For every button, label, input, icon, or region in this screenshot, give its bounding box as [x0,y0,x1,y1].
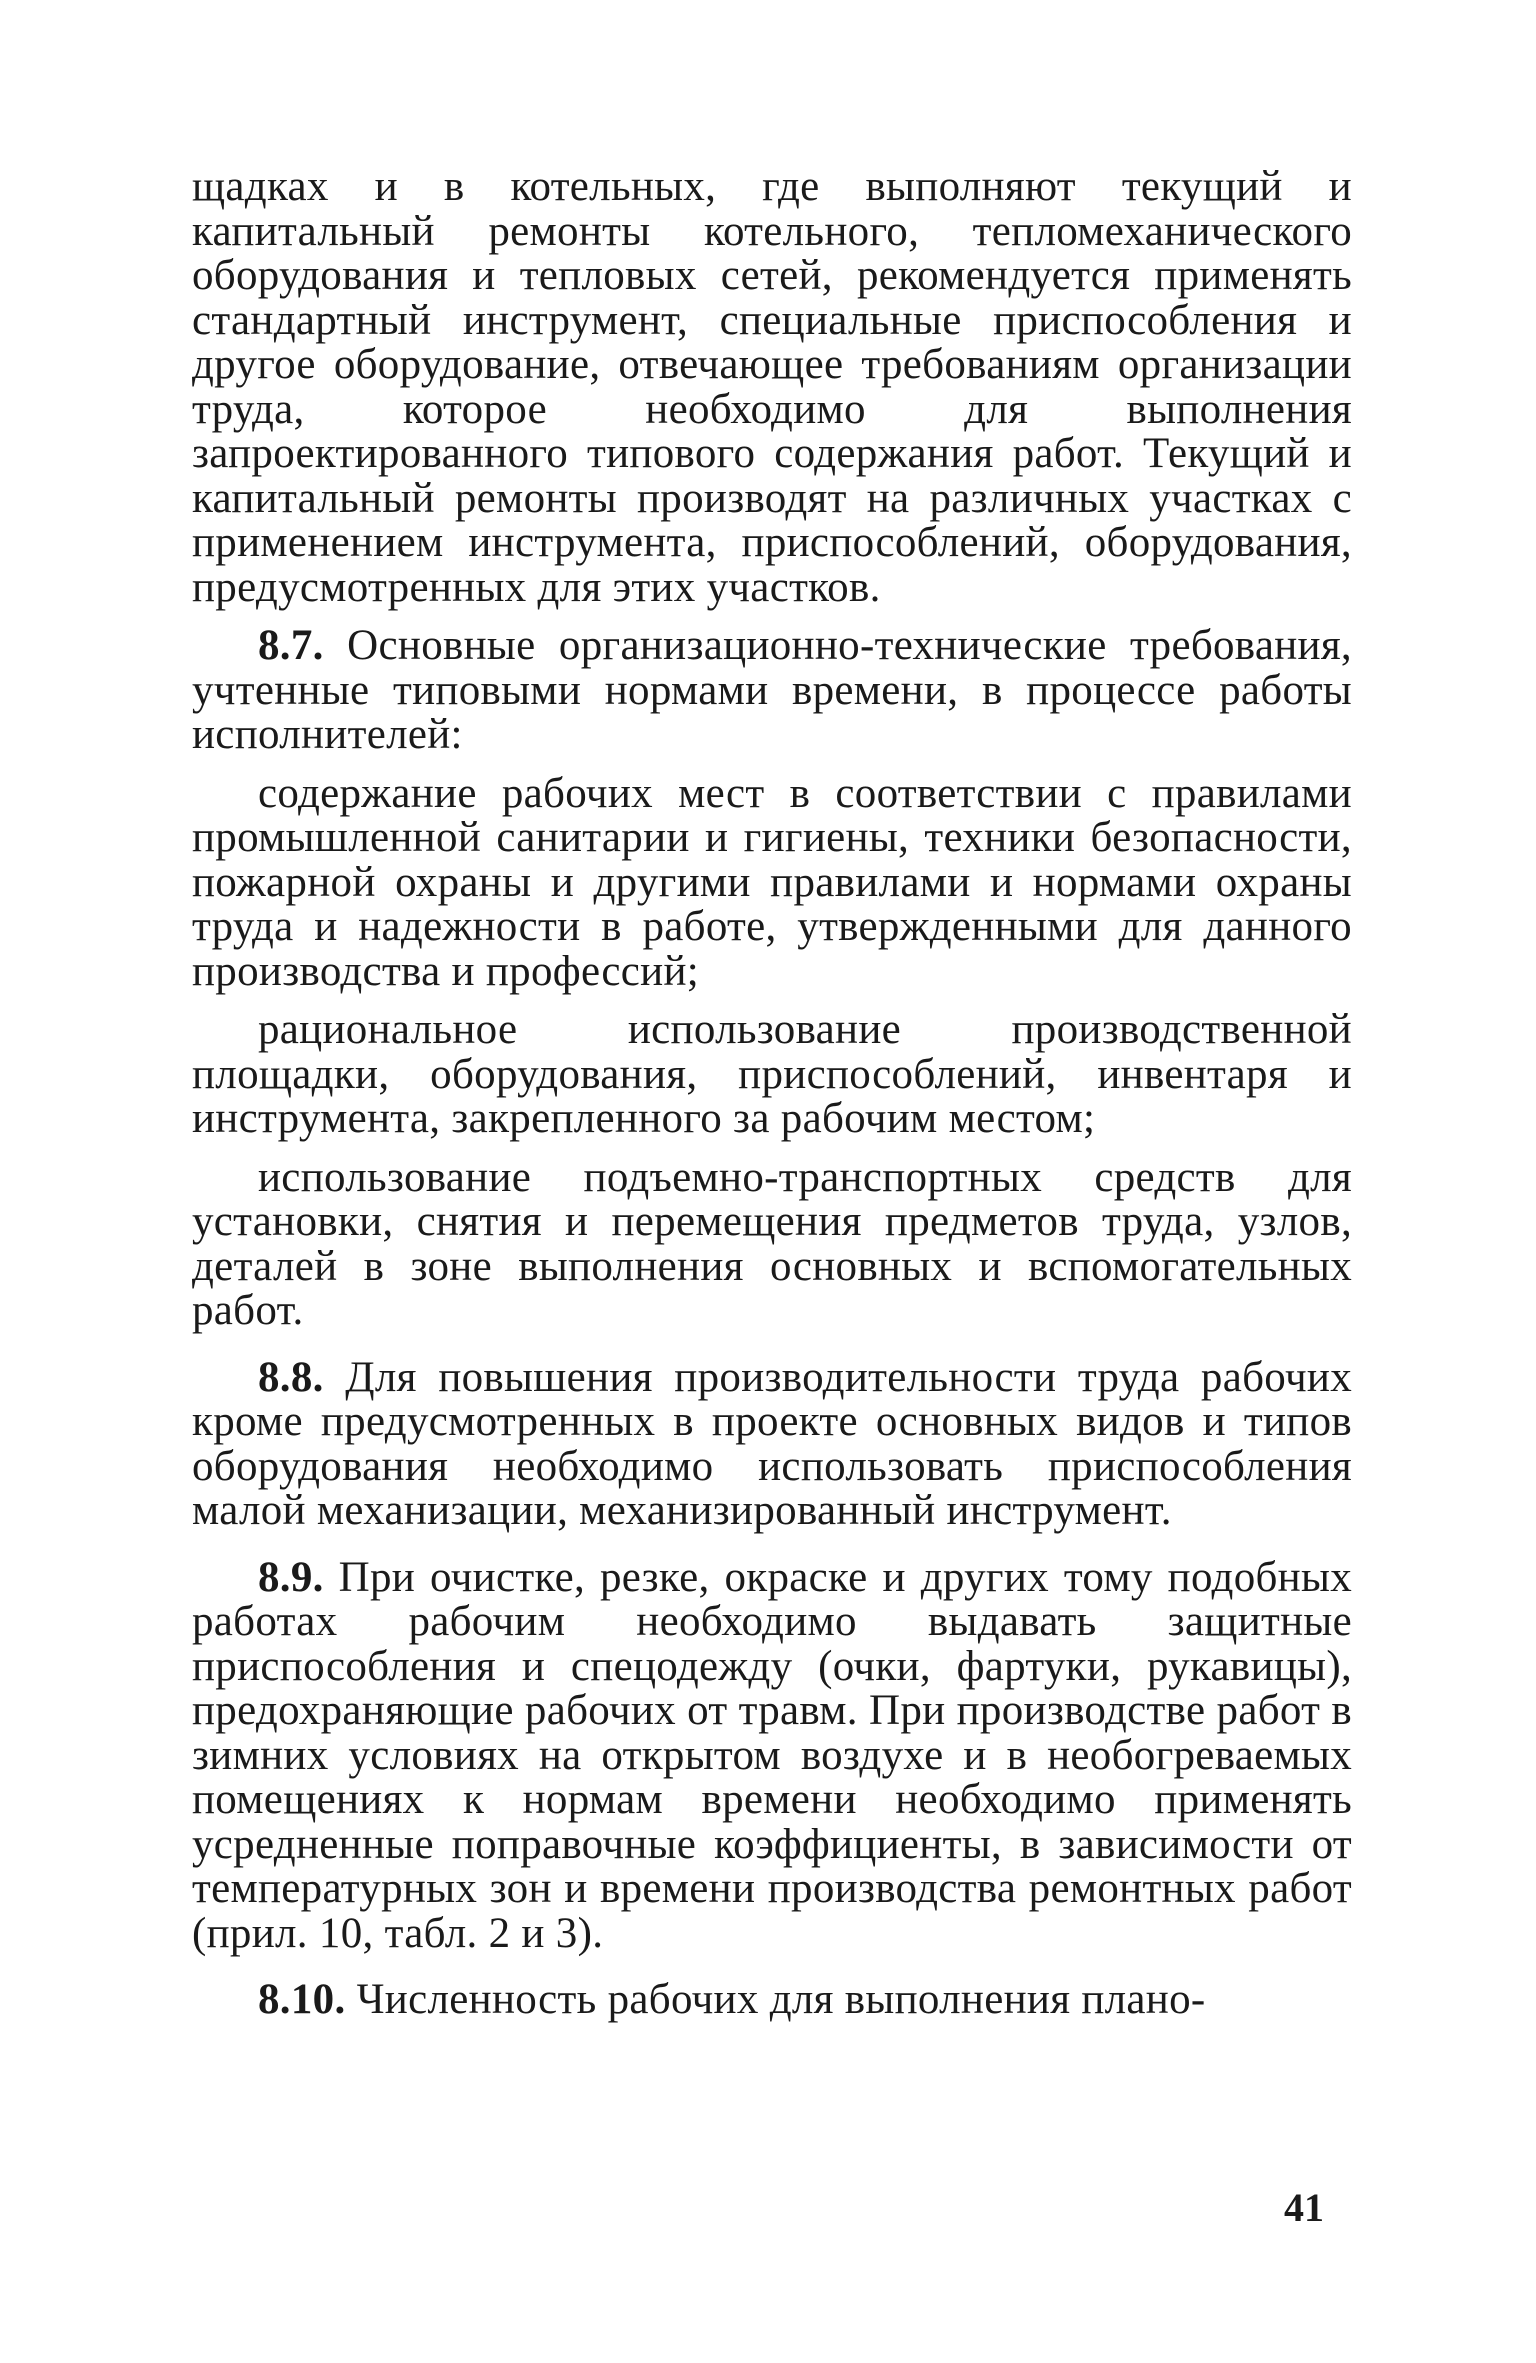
body-text [192,165,1352,2023]
paragraph-8-10 [192,1978,1352,2023]
paragraph-8-8 [192,1353,1352,1534]
paragraph-8-7 [192,624,1352,758]
list-item-workplace: содержание рабочих мест в соответствии с правилами промышленной санитарии и гигиены, техники безопасности, пожарной охраны и другими правилами и нормами охраны труда и надежности в работе, утвержденными для данного производства и профессий; [192,769,1352,995]
clause-text: Для повышения производительности труда рабочих кроме предусмотренных в проекте основных видов и типов оборудования необходимо использовать приспособления малой механизации, механизированный инструмент. [192,1353,1352,1534]
list-item-area-usage: рациональное использование производственной площадки, оборудования, приспособлений, инвентаря и инструмента, закрепленного за рабочим местом; [192,1006,1352,1142]
clause-text: При очистке, резке, окраске и других тому подобных работах рабочим необходимо выдавать защитные приспособления и спецодежду (очки, фартуки, рукавицы), предохраняющие рабочих от травм. При производстве работ в зимних условиях на открытом воздухе и в необогреваемых помещениях к нормам времени необходимо применять усредненные поправочные коэффициенты, в зависимости от температурных зон и времени производства ремонтных работ (прил. 10, табл. 2 и 3). [192,1553,1352,1957]
clause-number: 8.8. [258,1353,324,1401]
clause-number: 8.10. [258,1976,346,2023]
clause-text: Численность рабочих для выполнения плано- [356,1976,1206,2023]
clause-text: Основные организационно-технические требования, учтенные типовыми нормами времени, в процессе работы исполнителей: [192,622,1352,758]
paragraph-8-9 [192,1553,1352,1957]
page-number: 41 [1284,2185,1324,2230]
list-item-lifting: использование подъемно-транспортных средств для установки, снятия и перемещения предметов труда, узлов, деталей в зоне выполнения основных и вспомогательных работ. [192,1153,1352,1334]
clause-number: 8.9. [258,1553,324,1601]
clause-number: 8.7. [258,622,324,669]
paragraph-continuation: щадках и в котельных, где выполняют текущий и капитальный ремонты котельного, тепломеханического оборудования и тепловых сетей, рекомендуется применять стандартный инструмент, специальные приспособления и другое оборудование, отвечающее требованиям организации труда, которое необходимо для выполнения запроектированного типового содержания работ. Текущий и капитальный ремонты производят на различных участках с применением инструмента, приспособлений, оборудования, предусмотренных для этих участков. [192,163,1352,611]
